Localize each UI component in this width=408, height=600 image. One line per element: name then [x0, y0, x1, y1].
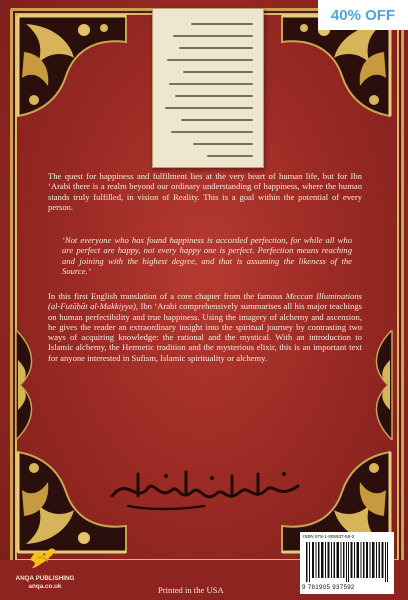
top-right-ornament-icon: [276, 12, 394, 142]
barcode-icon: [306, 542, 388, 582]
barcode-box: [300, 532, 394, 594]
printed-in-label: Printed in the USA: [158, 585, 224, 595]
description-intro: In this first English translation of a core chapter from the famous: [48, 291, 286, 301]
arabic-calligraphy-signature-icon: [108, 466, 304, 512]
discount-badge: 40% OFF: [318, 0, 408, 30]
anqa-bird-logo-icon: [28, 546, 58, 570]
isbn-text: ISBN 978-1-905937-59-2: [303, 534, 355, 539]
description-rest: , Ibn ‘Arabi comprehensively summarises all his major teachings on human perfectibility and true happiness. Using the imagery of alchemy and ascension, he gives the reader an extraordinary insight into the spiritual journey by contrasting two ways of acquiring knowledge: the rational and the mystical. With an introduction to Islamic alchemy, the Hermetic tradition and the mysterious elixir, this is an important text for anyone interested in Sufism, Islamic spirituality or alchemy.: [48, 301, 362, 363]
quote-paragraph: ‘Not everyone who has found happiness is accorded perfection, for while all who are perfect are happy, not every happy one is perfect. Perfection means reaching and joining with the highest degree, and that is assuming the likeness of the Source.’: [62, 235, 352, 276]
top-left-ornament-icon: [14, 12, 132, 142]
publisher-info: [14, 575, 76, 591]
description-paragraph: [48, 291, 362, 363]
manuscript-image: [152, 8, 264, 168]
publisher-name: ANQA PUBLISHING: [15, 575, 75, 582]
barcode-digits: 9 781905 937592: [302, 584, 355, 591]
publisher-url[interactable]: anqa.co.uk: [28, 583, 62, 590]
blurb-paragraph: The quest for happiness and fulfilment lies at the very heart of human life, but for Ibn ‘Arabi there is a realm beyond our ordinary understanding of happiness, where the human stands truly fulfilled, in vision of Reality. This is a goal within the potential of every person.: [48, 171, 362, 212]
book-title-reference: Meccan Illuminations (al-Futūḥāt al-Makkiyya): [48, 291, 362, 312]
